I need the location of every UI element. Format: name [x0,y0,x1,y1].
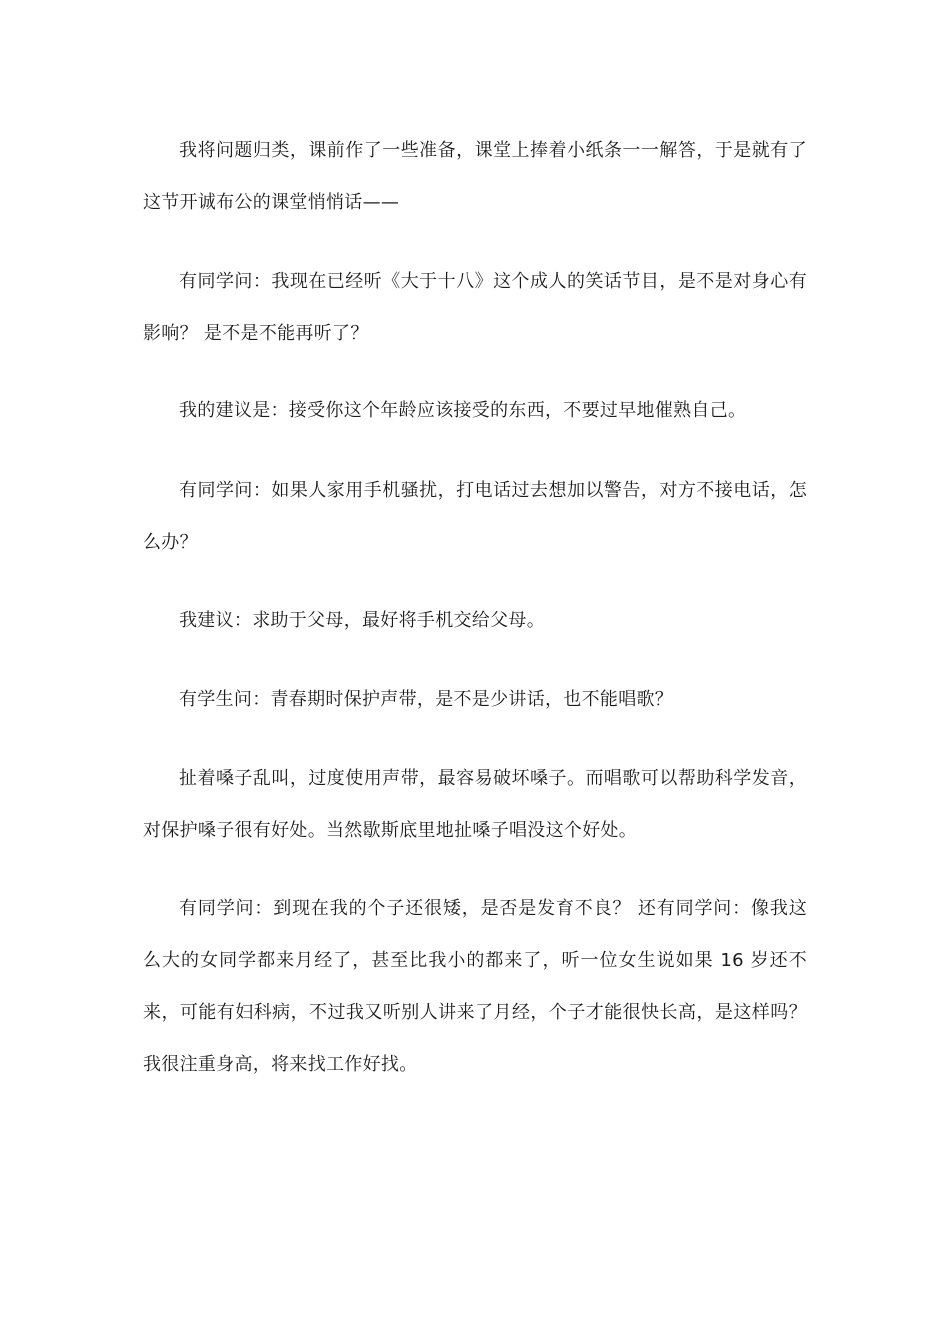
paragraph-answer-vocal-cords: 扯着嗓子乱叫，过度使用声带，最容易破坏嗓子。而唱歌可以帮助科学发音，对保护嗓子很有好处。当然歇斯底里地扯嗓子唱没这个好处。 [143,768,807,841]
paragraph-intro: 我将问题归类，课前作了一些准备，课堂上捧着小纸条一一解答，于是就有了这节开诚布公的课堂悄悄话—— [143,140,807,213]
paragraph-question-radio-show: 有同学问：我现在已经听《大于十八》这个成人的笑话节目，是不是对身心有影响？ 是不是不能再听了？ [143,271,807,344]
paragraph-answer-radio-show: 我的建议是：接受你这个年龄应该接受的东西，不要过早地催熟自己。 [179,400,747,421]
paragraph-question-height: 有同学问：到现在我的个子还很矮，是否是发育不良？ 还有同学问：像我这么大的女同学都来月经了，甚至比我小的都来了，听一位女生说如果 16 岁还不来，可能有妇科病，不过我又听别人讲来了月经，个子才能很快长高，是这样吗？我很注重身高，将来找工作好找。 [143,898,807,1075]
paragraph-answer-phone-harassment: 我建议：求助于父母，最好将手机交给父母。 [179,610,545,631]
paragraph-question-vocal-cords: 有学生问：青春期时保护声带，是不是少讲话，也不能唱歌？ [179,689,674,710]
paragraph-question-phone-harassment: 有同学问：如果人家用手机骚扰，打电话过去想加以警告，对方不接电话，怎么办？ [143,480,807,553]
